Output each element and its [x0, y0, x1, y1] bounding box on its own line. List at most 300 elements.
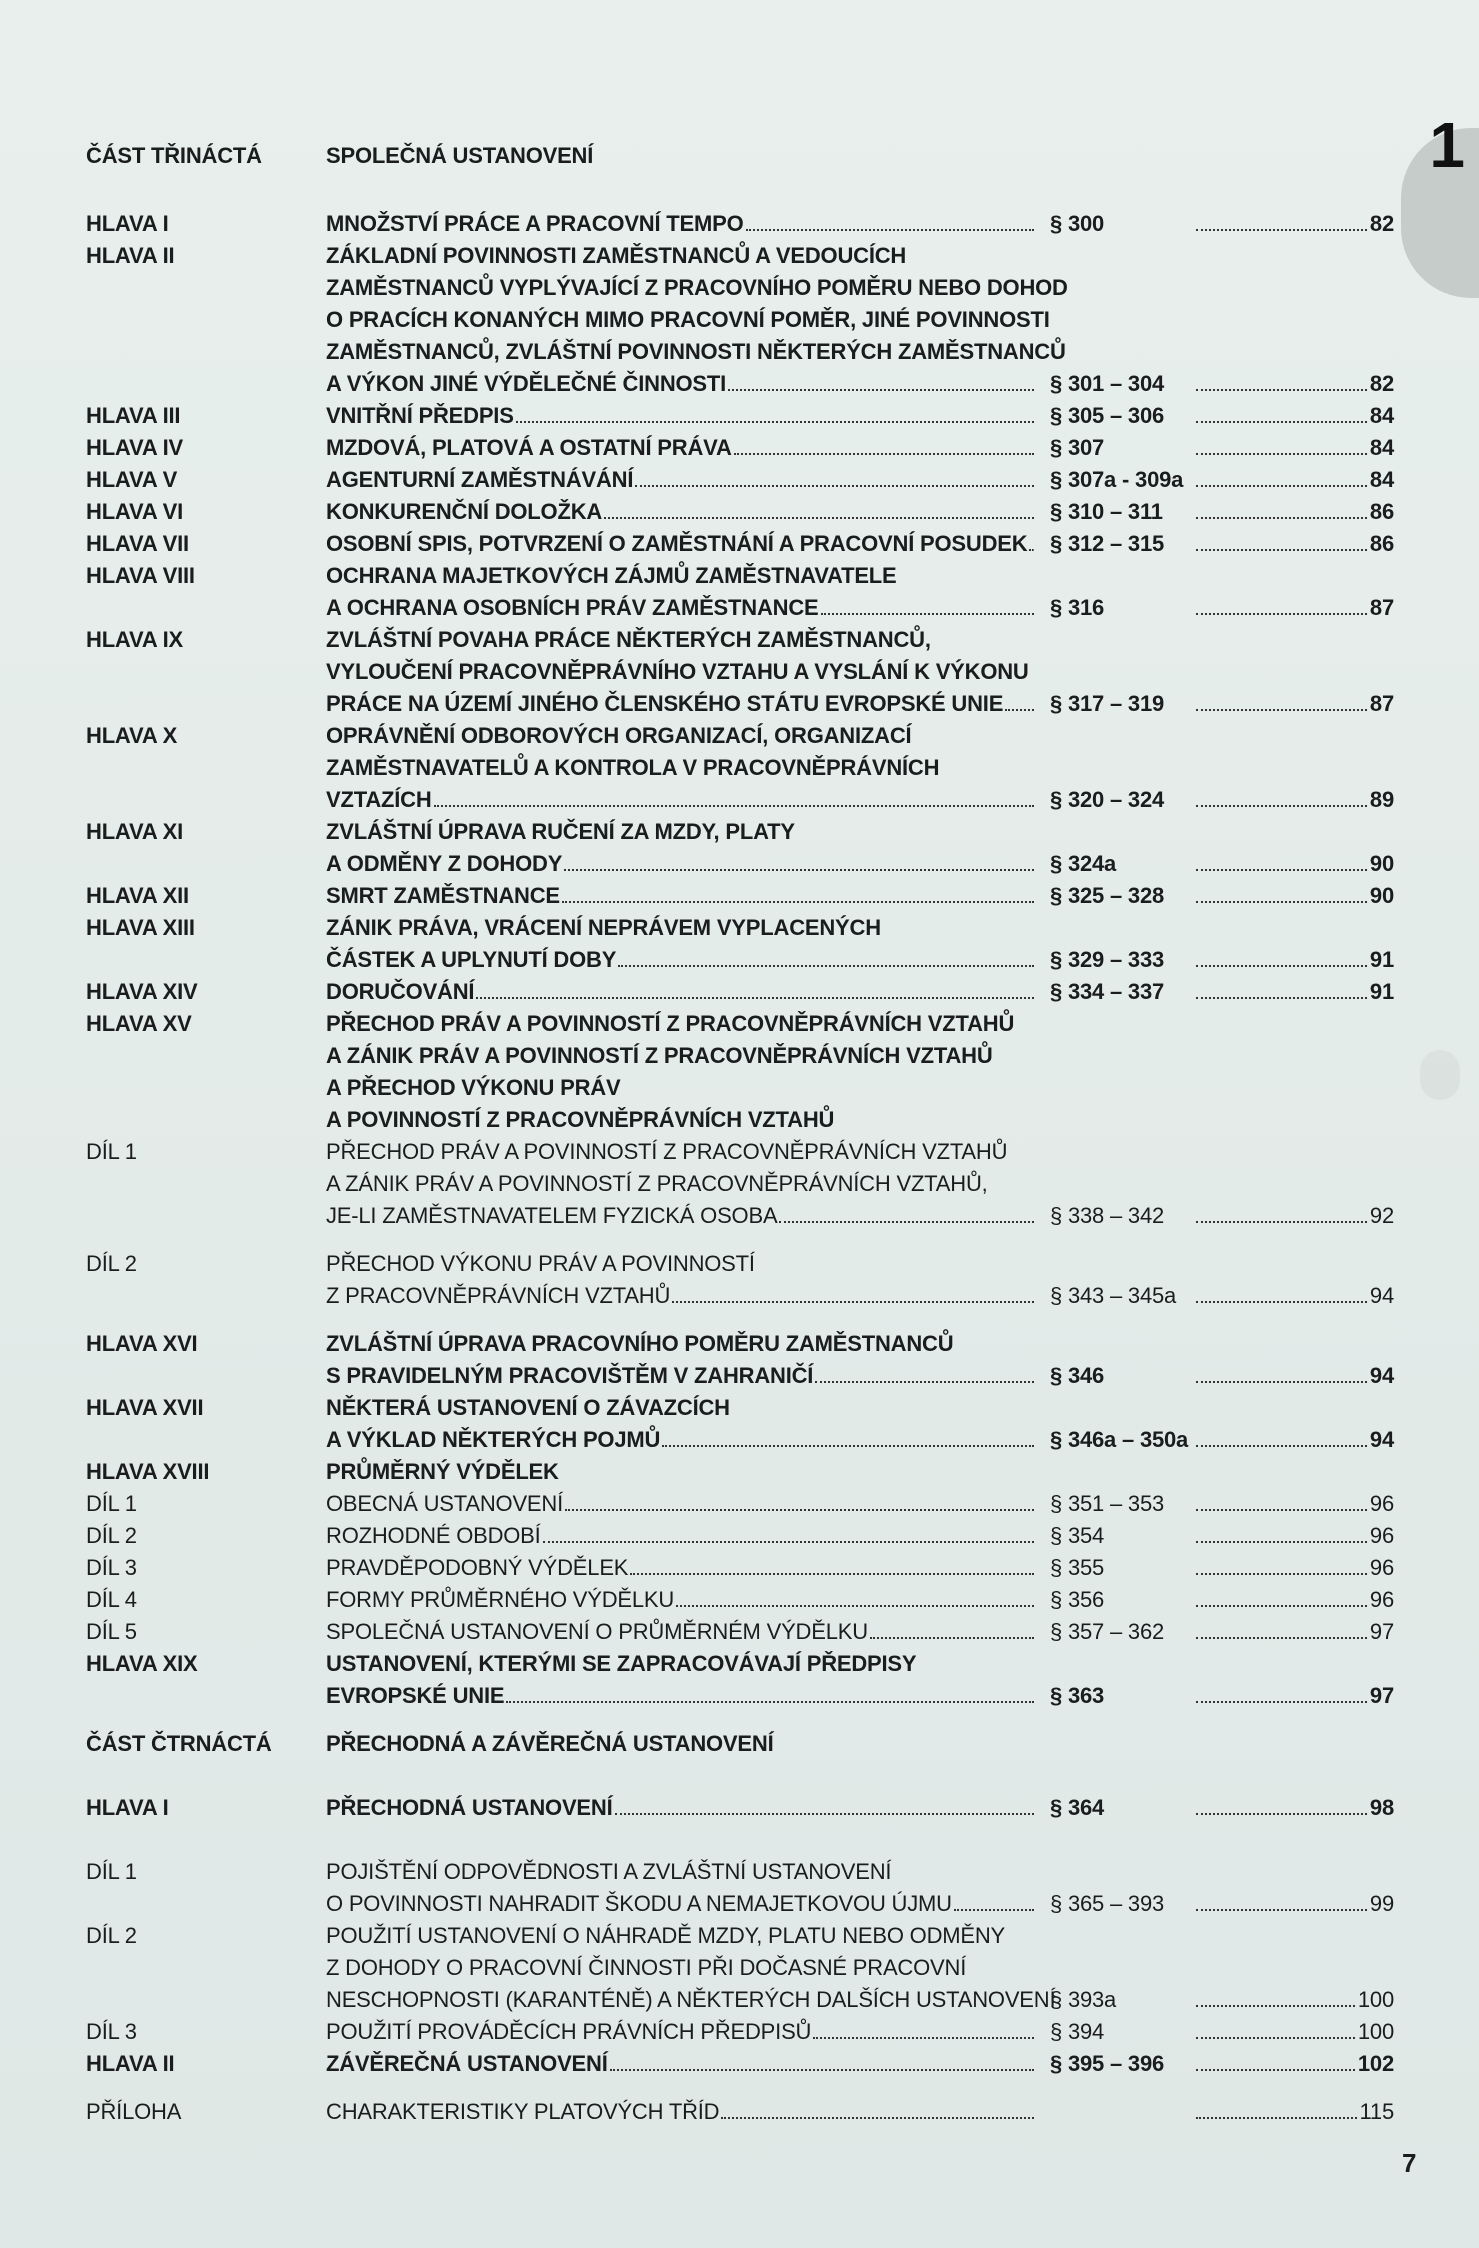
toc-title-line: [326, 1520, 1038, 1552]
toc-title-text: POUŽITÍ USTANOVENÍ O NÁHRADĚ MZDY, PLATU NEBO ODMĚNY: [326, 1923, 1006, 1948]
toc-title-text: ZVLÁŠTNÍ ÚPRAVA RUČENÍ ZA MZDY, PLATY: [326, 819, 795, 844]
toc-entry-title: [326, 496, 1038, 528]
toc-entry-page: [1196, 1616, 1394, 1648]
dot-leader: [1196, 2037, 1355, 2039]
toc-entry-title: [326, 1248, 1038, 1312]
toc-entry-label: HLAVA V: [86, 467, 178, 492]
toc-entry-section: § 307a - 309a: [1050, 467, 1184, 492]
toc-page-number: 98: [1369, 1795, 1394, 1820]
toc-entry-title: [326, 1520, 1038, 1552]
toc-title-line: [326, 752, 1038, 784]
toc-title-text: FORMY PRŮMĚRNÉHO VÝDĚLKU: [326, 1587, 675, 1612]
toc-entry-section: § 343 – 345a: [1050, 1283, 1177, 1308]
toc-title-line: [326, 1248, 1038, 1280]
toc-entry-label: PŘÍLOHA: [86, 2099, 182, 2124]
toc-entry-label: HLAVA XII: [86, 883, 189, 908]
toc-title-text: PRÁCE NA ÚZEMÍ JINÉHO ČLENSKÉHO STÁTU EVROPSKÉ UNIE: [326, 691, 1004, 716]
toc-entry-label: HLAVA XVI: [86, 1331, 198, 1356]
toc-entry-section: § 346: [1050, 1363, 1105, 1388]
toc-entry-label: DÍL 2: [86, 1251, 137, 1276]
toc-page-number: 99: [1369, 1891, 1394, 1916]
toc-title-text: A ODMĚNY Z DOHODY: [326, 851, 563, 876]
toc-entry-page: [1196, 1552, 1394, 1584]
toc-entry-section: § 364: [1050, 1795, 1105, 1820]
toc-title-line: [326, 944, 1038, 976]
toc-entry-label: HLAVA II: [86, 2051, 175, 2076]
toc-page-number: 92: [1369, 1203, 1394, 1228]
toc-title-line: [326, 1888, 1038, 1920]
toc-title-text: PŘECHOD PRÁV A POVINNOSTÍ Z PRACOVNĚPRÁVNÍCH VZTAHŮ: [326, 1139, 1008, 1164]
toc-entry-label: ČÁST TŘINÁCTÁ: [86, 143, 262, 168]
toc-title-text: A POVINNOSTÍ Z PRACOVNĚPRÁVNÍCH VZTAHŮ: [326, 1107, 835, 1132]
toc-entry-title: [326, 912, 1038, 976]
toc-title-line: [326, 1072, 1038, 1104]
toc-page-number: 94: [1369, 1427, 1394, 1452]
toc-title-text: AGENTURNÍ ZAMĚSTNÁVÁNÍ: [326, 467, 634, 492]
toc-entry-title: [326, 1456, 1038, 1488]
toc-entry-section: § 365 – 393: [1050, 1891, 1165, 1916]
dot-leader: [1196, 1701, 1367, 1703]
chapter-number: 1: [1429, 109, 1465, 181]
toc-title-line: [326, 1488, 1038, 1520]
dot-leader: [564, 869, 1034, 871]
toc-page-number: 84: [1369, 435, 1394, 460]
toc-title-text: JE-LI ZAMĚSTNAVATELEM FYZICKÁ OSOBA: [326, 1203, 778, 1228]
toc-title-line: [326, 720, 1038, 752]
page-number: 7: [1402, 2148, 1417, 2178]
dot-leader: [635, 485, 1034, 487]
toc-entry-page: [1196, 1680, 1394, 1712]
dot-leader: [630, 1573, 1034, 1575]
dot-leader: [1196, 421, 1367, 423]
toc-title-line: [326, 1008, 1038, 1040]
dot-leader: [618, 965, 1034, 967]
toc-entry-page: [1196, 208, 1394, 240]
dot-leader: [721, 2117, 1034, 2119]
toc-entry-page: [1196, 400, 1394, 432]
toc-title-text: SMRT ZAMĚSTNANCE: [326, 883, 560, 908]
toc-entry-label: HLAVA VII: [86, 531, 189, 556]
toc-title-text: ČÁSTEK A UPLYNUTÍ DOBY: [326, 947, 617, 972]
toc-entry-label: HLAVA IX: [86, 627, 183, 652]
toc-title-line: [326, 304, 1050, 336]
toc-title-line: [326, 1040, 1038, 1072]
toc-entry-title: [326, 560, 1038, 624]
toc-entry-section: § 310 – 311: [1050, 499, 1163, 524]
toc-entry-title: [326, 1488, 1038, 1520]
toc-title-text: NESCHOPNOSTI (KARANTÉNĚ) A NĚKTERÝCH DALŠÍCH USTANOVENÍ: [326, 1987, 1056, 2012]
dot-leader: [1196, 1637, 1367, 1639]
toc-entry-section: § 351 – 353: [1050, 1491, 1165, 1516]
toc-entry-section: § 395 – 396: [1050, 2051, 1165, 2076]
toc-entry-label: HLAVA XI: [86, 819, 183, 844]
dot-leader: [1196, 1445, 1367, 1447]
toc-entry-page: [1196, 1424, 1394, 1456]
toc-entry-section: § 307: [1050, 435, 1105, 460]
toc-entry-title: [326, 1648, 1038, 1712]
toc-page-number: 91: [1369, 947, 1394, 972]
toc-title-text: MZDOVÁ, PLATOVÁ A OSTATNÍ PRÁVA: [326, 435, 732, 460]
toc-title-text: ZAMĚSTNANCŮ, ZVLÁŠTNÍ POVINNOSTI NĚKTERÝCH ZAMĚSTNANCŮ: [326, 339, 1066, 364]
toc-page-number: 84: [1369, 403, 1394, 428]
dot-leader: [1196, 1541, 1367, 1543]
dot-leader: [1196, 453, 1367, 455]
dot-leader: [1196, 1909, 1367, 1911]
dot-leader: [954, 1909, 1034, 1911]
toc-title-text: Z DOHODY O PRACOVNÍ ČINNOSTI PŘI DOČASNÉ PRACOVNÍ: [326, 1955, 967, 1980]
dot-leader: [1196, 1573, 1367, 1575]
toc-page-number: 115: [1359, 2099, 1394, 2124]
toc-entry-page: [1196, 528, 1394, 560]
dot-leader: [746, 229, 1034, 231]
dot-leader: [1196, 613, 1367, 615]
dot-leader: [565, 1509, 1034, 1511]
toc-entry-title: [326, 1328, 1038, 1392]
toc-page-number: 91: [1369, 979, 1394, 1004]
toc-entry-page: [1196, 784, 1394, 816]
dot-leader: [676, 1605, 1034, 1607]
toc-entry-title: [326, 976, 1038, 1008]
toc-page-number: 97: [1369, 1683, 1394, 1708]
toc-page-number: 89: [1369, 787, 1394, 812]
toc-entry-title: [326, 1616, 1038, 1648]
toc-title-text: PŘECHODNÁ A ZÁVĚREČNÁ USTANOVENÍ: [326, 1731, 774, 1756]
toc-title-line: [326, 240, 1038, 272]
toc-title-line: [326, 2016, 1038, 2048]
toc-title-line: [326, 400, 1038, 432]
toc-entry-label: DÍL 1: [86, 1491, 137, 1516]
toc-title-line: [326, 1728, 1038, 1760]
toc-entry-title: [326, 400, 1038, 432]
toc-entry-page: [1196, 496, 1394, 528]
toc-title-text: A ZÁNIK PRÁV A POVINNOSTÍ Z PRACOVNĚPRÁVNÍCH VZTAHŮ,: [326, 1171, 988, 1196]
toc-entry-section: § 334 – 337: [1050, 979, 1165, 1004]
toc-entry-page: [1196, 976, 1394, 1008]
toc-entry-label: HLAVA I: [86, 211, 169, 236]
dot-leader: [562, 901, 1034, 903]
dot-leader: [728, 389, 1034, 391]
toc-title-line: [326, 1200, 1038, 1232]
toc-title-line: [326, 336, 1066, 368]
toc-page-number: 82: [1369, 371, 1394, 396]
toc-entry-section: § 338 – 342: [1050, 1203, 1165, 1228]
toc-entry-label: DÍL 3: [86, 1555, 137, 1580]
toc-entry-title: [326, 816, 1038, 880]
toc-title-line: [326, 1456, 1038, 1488]
toc-title-line: [326, 816, 1038, 848]
toc-entry-section: § 363: [1050, 1683, 1105, 1708]
toc-title-text: Z PRACOVNĚPRÁVNÍCH VZTAHŮ: [326, 1283, 671, 1308]
toc-title-text: POJIŠTĚNÍ ODPOVĚDNOSTI A ZVLÁŠTNÍ USTANOVENÍ: [326, 1859, 892, 1884]
toc-entry-section: § 354: [1050, 1523, 1105, 1548]
toc-entry-page: [1196, 1792, 1394, 1824]
toc-entry-page: [1196, 880, 1394, 912]
toc-title-line: [326, 688, 1038, 720]
toc-title-text: VZTAZÍCH: [326, 787, 432, 812]
toc-title-line: [326, 1552, 1038, 1584]
toc-entry-label: DÍL 3: [86, 2019, 137, 2044]
toc-entry-title: [326, 1856, 1038, 1920]
dot-leader: [870, 1637, 1034, 1639]
toc-entry-section: § 312 – 315: [1050, 531, 1165, 556]
toc-entry-section: § 355: [1050, 1555, 1105, 1580]
toc-entry-title: [326, 720, 1038, 816]
toc-entry-title: [326, 432, 1038, 464]
dot-leader: [1196, 1301, 1367, 1303]
toc-title-line: [326, 1280, 1038, 1312]
toc-page-number: 94: [1369, 1363, 1394, 1388]
toc-entry-label: HLAVA XV: [86, 1011, 192, 1036]
dot-leader: [1196, 1381, 1367, 1383]
dot-leader: [610, 2069, 1034, 2071]
dot-leader: [1196, 549, 1367, 551]
dot-leader: [821, 613, 1035, 615]
dot-leader: [815, 1381, 1034, 1383]
toc-entry-label: HLAVA I: [86, 1795, 169, 1820]
toc-title-text: NĚKTERÁ USTANOVENÍ O ZÁVAZCÍCH: [326, 1395, 730, 1420]
toc-entry-label: HLAVA III: [86, 403, 181, 428]
toc-page-number: 86: [1369, 531, 1394, 556]
toc-title-text: MNOŽSTVÍ PRÁCE A PRACOVNÍ TEMPO: [326, 211, 744, 236]
dot-leader: [1196, 389, 1367, 391]
toc-entry-section: § 346a – 350a: [1050, 1427, 1189, 1452]
toc-title-text: OSOBNÍ SPIS, POTVRZENÍ O ZAMĚSTNÁNÍ A PRACOVNÍ POSUDEK: [326, 531, 1028, 556]
dot-leader: [813, 2037, 1034, 2039]
toc-entry-title: [326, 208, 1038, 240]
toc-entry-page: [1196, 1200, 1394, 1232]
toc-page-number: 96: [1369, 1491, 1394, 1516]
toc-entry-title: [326, 528, 1038, 560]
toc-title-line: [326, 1952, 1038, 1984]
dot-leader: [506, 1701, 1034, 1703]
dot-leader: [1196, 1509, 1367, 1511]
toc-entry-title: [326, 880, 1038, 912]
dot-leader: [1196, 485, 1367, 487]
toc-entry-label: HLAVA II: [86, 243, 175, 268]
toc-entry-label: HLAVA VIII: [86, 563, 195, 588]
toc-title-text: PRAVDĚPODOBNÝ VÝDĚLEK: [326, 1555, 629, 1580]
toc-page-number: 97: [1369, 1619, 1394, 1644]
toc-page-number: 86: [1369, 499, 1394, 524]
toc-page-number: 90: [1369, 851, 1394, 876]
toc-title-line: [326, 1328, 1038, 1360]
toc-title-text: ZÁKLADNÍ POVINNOSTI ZAMĚSTNANCŮ A VEDOUCÍCH: [326, 243, 907, 268]
toc-entry-label: DÍL 2: [86, 1923, 137, 1948]
toc-title-line: [326, 1984, 1056, 2016]
toc-title-line: [326, 1920, 1038, 1952]
dot-leader: [1196, 997, 1367, 999]
toc-title-line: [326, 880, 1038, 912]
dot-leader: [1196, 709, 1367, 711]
toc-title-text: VYLOUČENÍ PRACOVNĚPRÁVNÍHO VZTAHU A VYSLÁNÍ K VÝKONU: [326, 659, 1029, 684]
toc-title-text: PŘECHOD VÝKONU PRÁV A POVINNOSTÍ: [326, 1251, 755, 1276]
dot-leader: [662, 1445, 1034, 1447]
toc-entry-title: [326, 1136, 1038, 1232]
toc-title-text: CHARAKTERISTIKY PLATOVÝCH TŘÍD: [326, 2099, 720, 2124]
toc-title-line: [326, 1424, 1038, 1456]
dot-leader: [779, 1221, 1034, 1223]
toc-page-number: 100: [1357, 2019, 1394, 2044]
toc-entry-section: § 324a: [1050, 851, 1117, 876]
toc-entry-page: [1196, 688, 1394, 720]
toc-title-text: PŘECHODNÁ USTANOVENÍ: [326, 1795, 613, 1820]
toc-title-line: [326, 592, 1038, 624]
toc-title-line: [326, 656, 1038, 688]
toc-title-line: [326, 272, 1068, 304]
toc-entry-title: [326, 1792, 1038, 1824]
toc-title-text: OCHRANA MAJETKOVÝCH ZÁJMŮ ZAMĚSTNAVATELE: [326, 563, 897, 588]
toc-entry-title: [326, 1552, 1038, 1584]
toc-page-number: 102: [1357, 2051, 1394, 2076]
toc-title-line: [326, 432, 1038, 464]
toc-page-number: 87: [1369, 691, 1394, 716]
toc-title-line: [326, 208, 1038, 240]
toc-page-number: 90: [1369, 883, 1394, 908]
toc-entry-label: HLAVA XVIII: [86, 1459, 210, 1484]
toc-title-line: [326, 1360, 1038, 1392]
toc-entry-page: [1196, 2048, 1394, 2080]
toc-title-text: OBECNÁ USTANOVENÍ: [326, 1491, 564, 1516]
toc-page-number: 96: [1369, 1587, 1394, 1612]
toc-entry-label: DÍL 2: [86, 1523, 137, 1548]
toc-entry-label: DÍL 1: [86, 1139, 137, 1164]
toc-title-line: [326, 1584, 1038, 1616]
toc-entry-label: DÍL 4: [86, 1587, 137, 1612]
dot-leader: [1196, 1605, 1367, 1607]
toc-title-text: O PRACÍCH KONANÝCH MIMO PRACOVNÍ POMĚR, JINÉ POVINNOSTI: [326, 307, 1050, 332]
toc-page-number: 82: [1369, 211, 1394, 236]
toc-entry-label: HLAVA X: [86, 723, 178, 748]
toc-entry-label: HLAVA XIII: [86, 915, 195, 940]
toc-entry-section: § 316: [1050, 595, 1105, 620]
dot-leader: [1196, 2005, 1355, 2007]
toc-title-text: A VÝKON JINÉ VÝDĚLEČNÉ ČINNOSTI: [326, 371, 727, 396]
toc-title-text: A ZÁNIK PRÁV A POVINNOSTÍ Z PRACOVNĚPRÁVNÍCH VZTAHŮ: [326, 1043, 993, 1068]
dot-leader: [1196, 517, 1367, 519]
toc-title-line: [326, 560, 1038, 592]
toc-title-text: S PRAVIDELNÝM PRACOVIŠTĚM V ZAHRANIČÍ: [326, 1363, 814, 1388]
dot-leader: [1196, 1813, 1367, 1815]
toc-entry-title: [326, 1392, 1038, 1456]
dot-leader: [1029, 549, 1034, 551]
toc-entry-page: [1196, 1488, 1394, 1520]
toc-title-line: [326, 2096, 1038, 2128]
toc-title-text: PŘECHOD PRÁV A POVINNOSTÍ Z PRACOVNĚPRÁVNÍCH VZTAHŮ: [326, 1011, 1015, 1036]
toc-title-line: [326, 1136, 1038, 1168]
toc-page-number: 96: [1369, 1523, 1394, 1548]
toc-title-text: VNITŘNÍ PŘEDPIS: [326, 403, 514, 428]
toc-entry-section: § 305 – 306: [1050, 403, 1165, 428]
toc-entry-page: [1196, 1984, 1394, 2016]
toc-entry-page: [1196, 432, 1394, 464]
toc-title-line: [326, 1856, 1038, 1888]
toc-title-text: SPOLEČNÁ USTANOVENÍ: [326, 143, 594, 168]
toc-title-text: DORUČOVÁNÍ: [326, 979, 475, 1004]
toc-entry-section: § 356: [1050, 1587, 1105, 1612]
toc-title-text: A OCHRANA OSOBNÍCH PRÁV ZAMĚSTNANCE: [326, 595, 819, 620]
dot-leader: [1196, 229, 1367, 231]
toc-title-line: [326, 912, 1038, 944]
toc-entry-page: [1196, 464, 1394, 496]
toc-title-line: [326, 976, 1038, 1008]
dot-leader: [1196, 1221, 1367, 1223]
toc-page-number: 84: [1369, 467, 1394, 492]
toc-entry-label: HLAVA VI: [86, 499, 183, 524]
toc-title-text: POUŽITÍ PROVÁDĚCÍCH PRÁVNÍCH PŘEDPISŮ: [326, 2019, 812, 2044]
toc-entry-page: [1196, 1520, 1394, 1552]
toc-title-line: [326, 848, 1038, 880]
toc-title-text: SPOLEČNÁ USTANOVENÍ O PRŮMĚRNÉM VÝDĚLKU: [326, 1619, 868, 1644]
toc-title-text: OPRÁVNĚNÍ ODBOROVÝCH ORGANIZACÍ, ORGANIZACÍ: [326, 723, 912, 748]
toc-entry-title: [326, 2048, 1038, 2080]
dot-leader: [1196, 901, 1367, 903]
toc-entry-page: [1196, 1888, 1394, 1920]
toc-entry-title: [326, 1728, 1038, 1760]
toc-entry-label: HLAVA XVII: [86, 1395, 204, 1420]
toc-title-text: ZÁNIK PRÁVA, VRÁCENÍ NEPRÁVEM VYPLACENÝCH: [326, 915, 881, 940]
toc-entry-section: § 357 – 362: [1050, 1619, 1165, 1644]
toc-entry-title: [326, 1008, 1038, 1136]
toc-title-text: A VÝKLAD NĚKTERÝCH POJMŮ: [326, 1427, 661, 1452]
toc-entry-section: § 301 – 304: [1050, 371, 1165, 396]
toc-title-line: [326, 2048, 1038, 2080]
toc-page-number: 100: [1357, 1987, 1394, 2012]
toc-page-number: 96: [1369, 1555, 1394, 1580]
toc-title-text: ZVLÁŠTNÍ POVAHA PRÁCE NĚKTERÝCH ZAMĚSTNANCŮ,: [326, 627, 931, 652]
toc-entry-label: HLAVA XIX: [86, 1651, 198, 1676]
toc-title-text: ROZHODNÉ OBDOBÍ: [326, 1523, 541, 1548]
toc-title-line: [326, 140, 1038, 172]
dot-leader: [476, 997, 1034, 999]
toc-title-line: [326, 624, 1038, 656]
toc-title-line: [326, 528, 1038, 560]
dot-leader: [615, 1813, 1034, 1815]
dot-leader: [734, 453, 1034, 455]
toc-entry-section: § 317 – 319: [1050, 691, 1165, 716]
toc-entry-section: § 300: [1050, 211, 1105, 236]
dot-leader: [1196, 965, 1367, 967]
toc-entry-page: [1196, 368, 1394, 400]
toc-entry-title: [326, 240, 1068, 400]
toc-entry-page: [1196, 1360, 1394, 1392]
toc-title-line: [326, 464, 1038, 496]
toc-title-text: ZAMĚSTNAVATELŮ A KONTROLA V PRACOVNĚPRÁVNÍCH: [326, 755, 940, 780]
toc-title-line: [326, 1104, 1038, 1136]
toc-entry-label: HLAVA IV: [86, 435, 183, 460]
dot-leader: [1196, 869, 1367, 871]
toc-title-line: [326, 368, 1038, 400]
toc-title-text: ZÁVĚREČNÁ USTANOVENÍ: [326, 2051, 608, 2076]
toc-title-text: PRŮMĚRNÝ VÝDĚLEK: [326, 1459, 559, 1484]
toc-title-text: ZVLÁŠTNÍ ÚPRAVA PRACOVNÍHO POMĚRU ZAMĚSTNANCŮ: [326, 1331, 954, 1356]
dot-leader: [1005, 709, 1034, 711]
toc-entry-title: [326, 1584, 1038, 1616]
toc-entry-page: [1196, 592, 1394, 624]
toc-title-line: [326, 1680, 1038, 1712]
toc-entry-section: § 325 – 328: [1050, 883, 1165, 908]
dot-leader: [1196, 2069, 1355, 2071]
dot-leader: [672, 1301, 1034, 1303]
toc-title-line: [326, 1168, 1038, 1200]
toc-entry-section: § 394: [1050, 2019, 1105, 2044]
toc-entry-title: [326, 624, 1038, 720]
toc-entry-title: [326, 140, 1038, 172]
toc-page-number: 87: [1369, 595, 1394, 620]
toc-title-line: [326, 1392, 1038, 1424]
toc-entry-label: DÍL 1: [86, 1859, 137, 1884]
toc-entry-page: [1196, 1584, 1394, 1616]
toc-entry-title: [326, 464, 1038, 496]
